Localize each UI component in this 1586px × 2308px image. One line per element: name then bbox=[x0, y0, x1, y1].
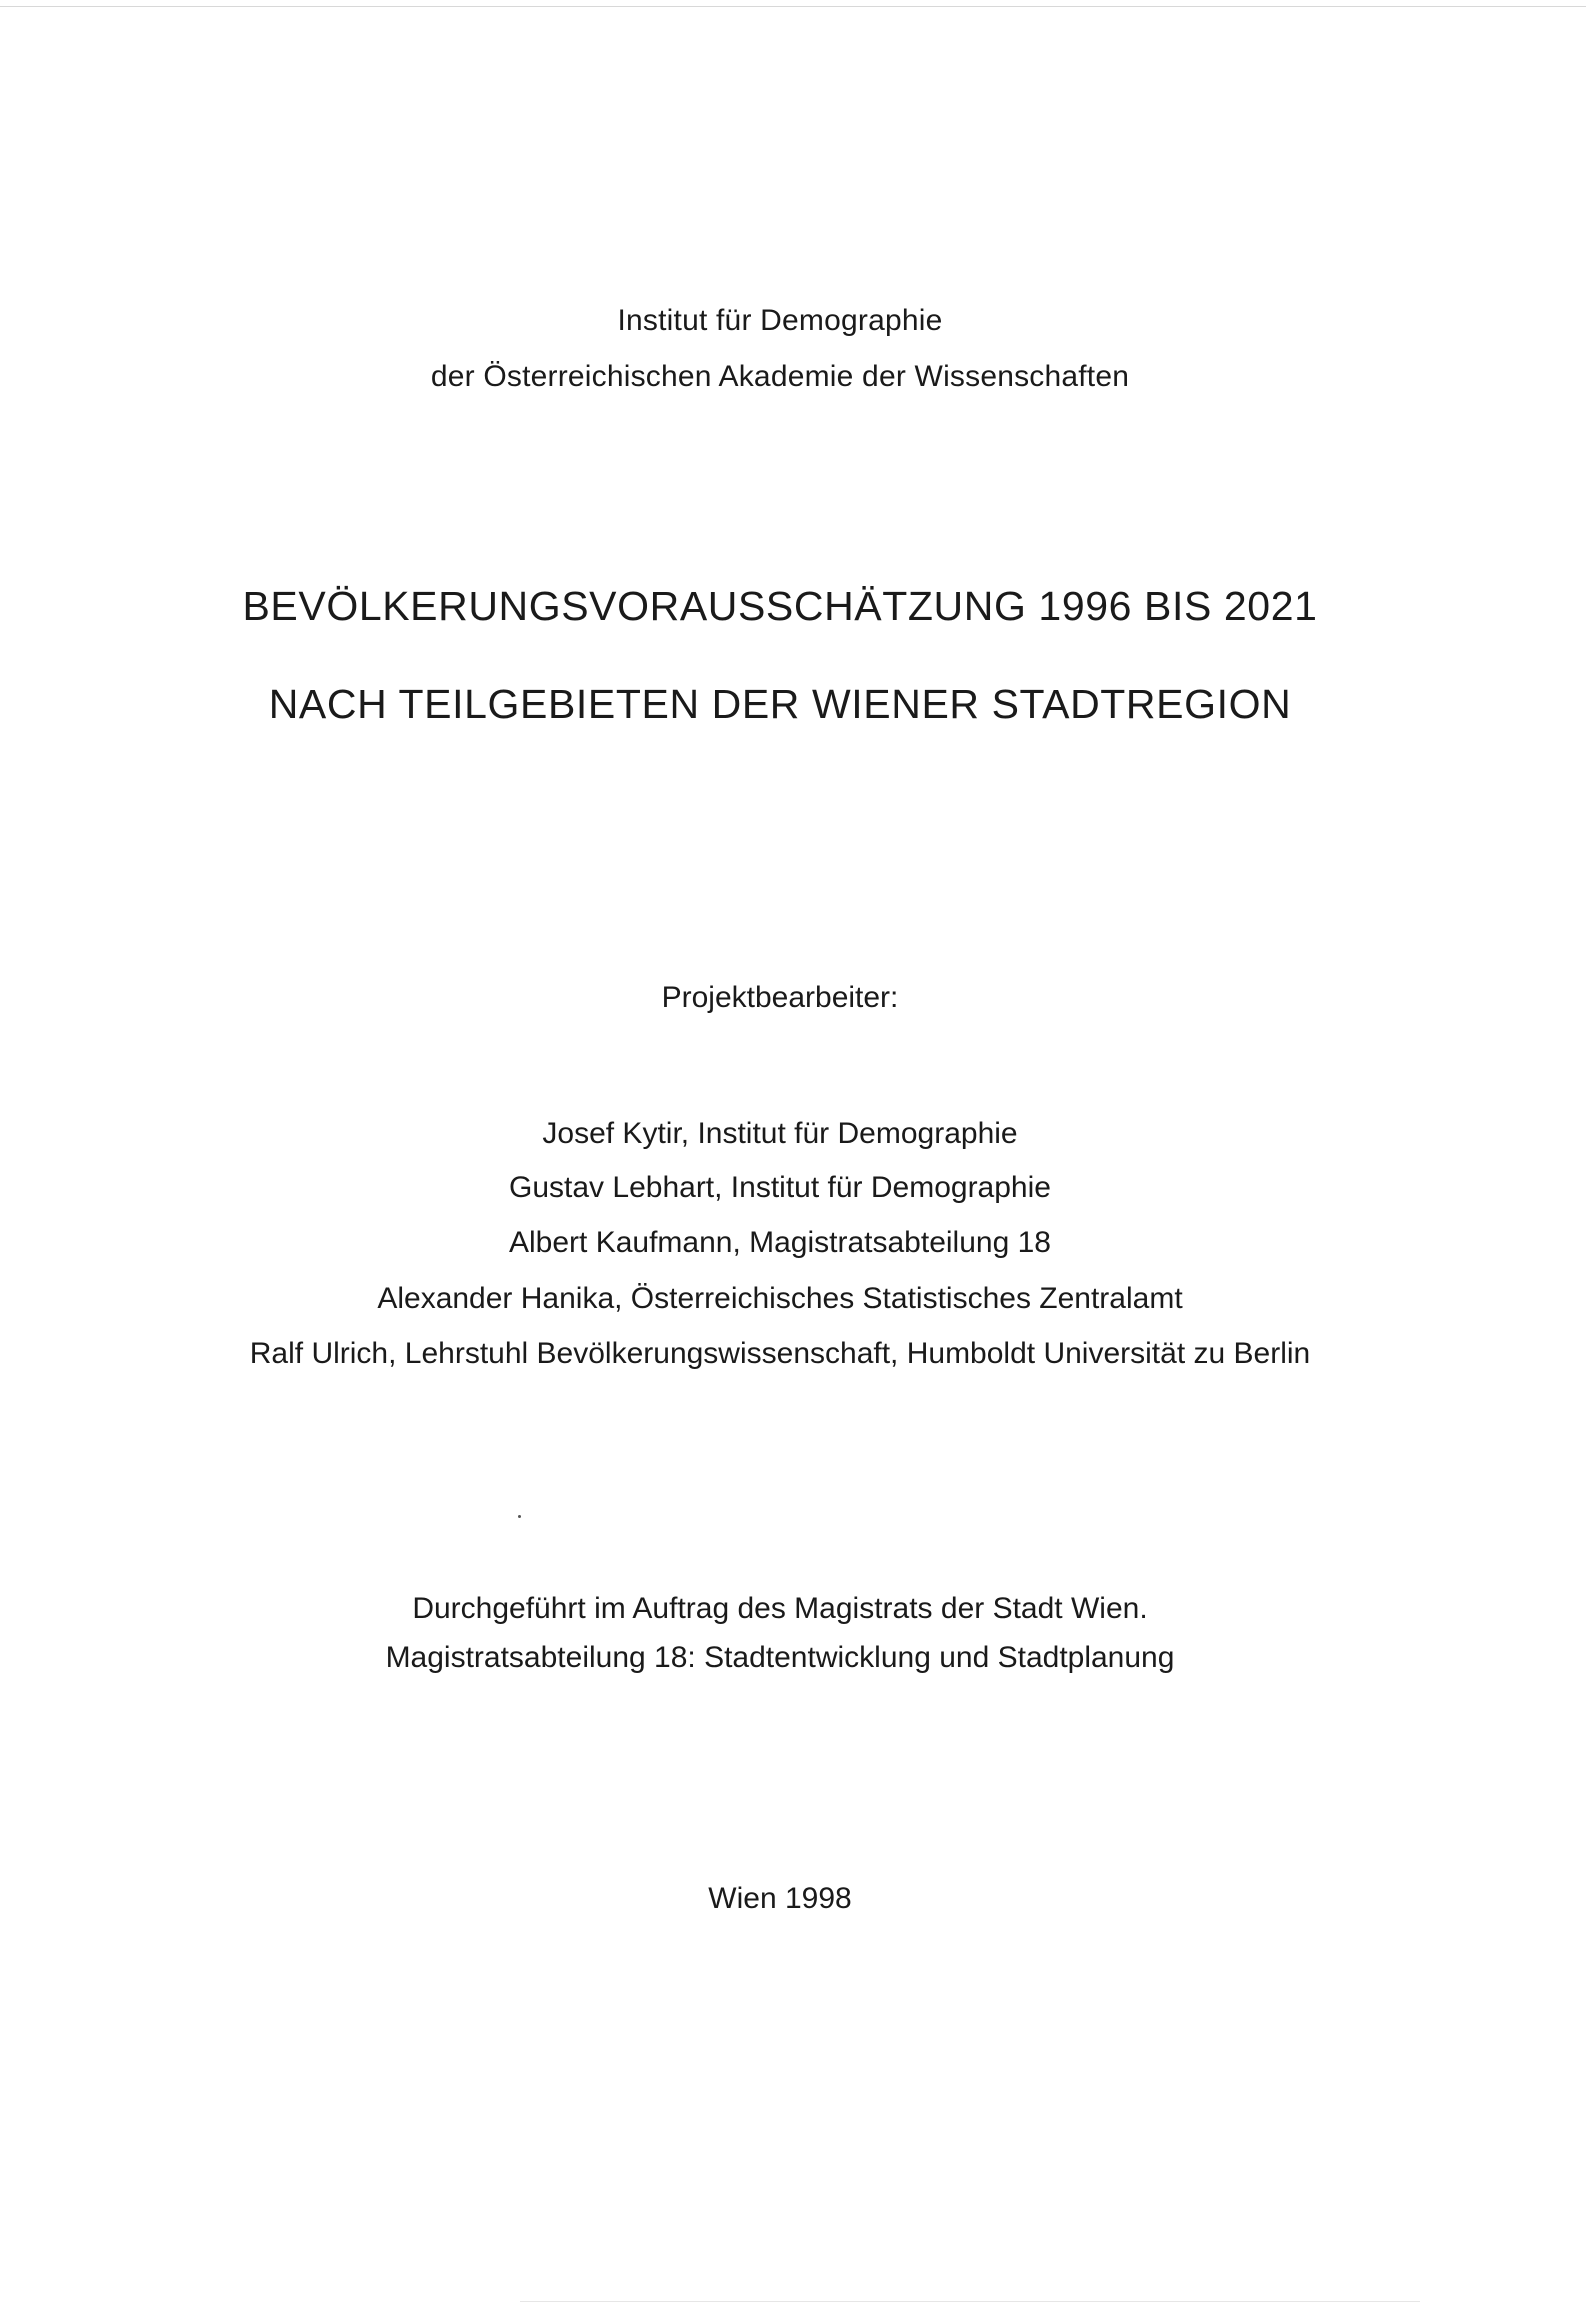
scan-speck bbox=[518, 1515, 521, 1518]
commission-line-1: Durchgeführt im Auftrag des Magistrats der Stadt Wien. bbox=[412, 1592, 1148, 1625]
top-edge-line bbox=[0, 6, 1586, 7]
institute-line-1: Institut für Demographie bbox=[617, 304, 943, 337]
author-line: Josef Kytir, Institut für Demographie bbox=[542, 1117, 1018, 1150]
author-line: Alexander Hanika, Österreichisches Statistisches Zentralamt bbox=[377, 1282, 1183, 1315]
author-line: Gustav Lebhart, Institut für Demographie bbox=[509, 1171, 1051, 1204]
institute-line-2: der Österreichischen Akademie der Wissenschaften bbox=[430, 360, 1130, 393]
project-staff-label: Projektbearbeiter: bbox=[661, 981, 899, 1014]
document-title-line-2: NACH TEILGEBIETEN DER WIENER STADTREGION bbox=[268, 681, 1292, 727]
place-and-year: Wien 1998 bbox=[708, 1882, 852, 1915]
author-line: Ralf Ulrich, Lehrstuhl Bevölkerungswissenschaft, Humboldt Universität zu Berlin bbox=[249, 1337, 1311, 1370]
document-title-line-1: BEVÖLKERUNGSVORAUSSCHÄTZUNG 1996 BIS 2021 bbox=[242, 583, 1318, 629]
commission-line-2: Magistratsabteilung 18: Stadtentwicklung und Stadtplanung bbox=[385, 1641, 1175, 1674]
bottom-edge-line bbox=[520, 2301, 1420, 2302]
author-line: Albert Kaufmann, Magistratsabteilung 18 bbox=[509, 1226, 1051, 1259]
